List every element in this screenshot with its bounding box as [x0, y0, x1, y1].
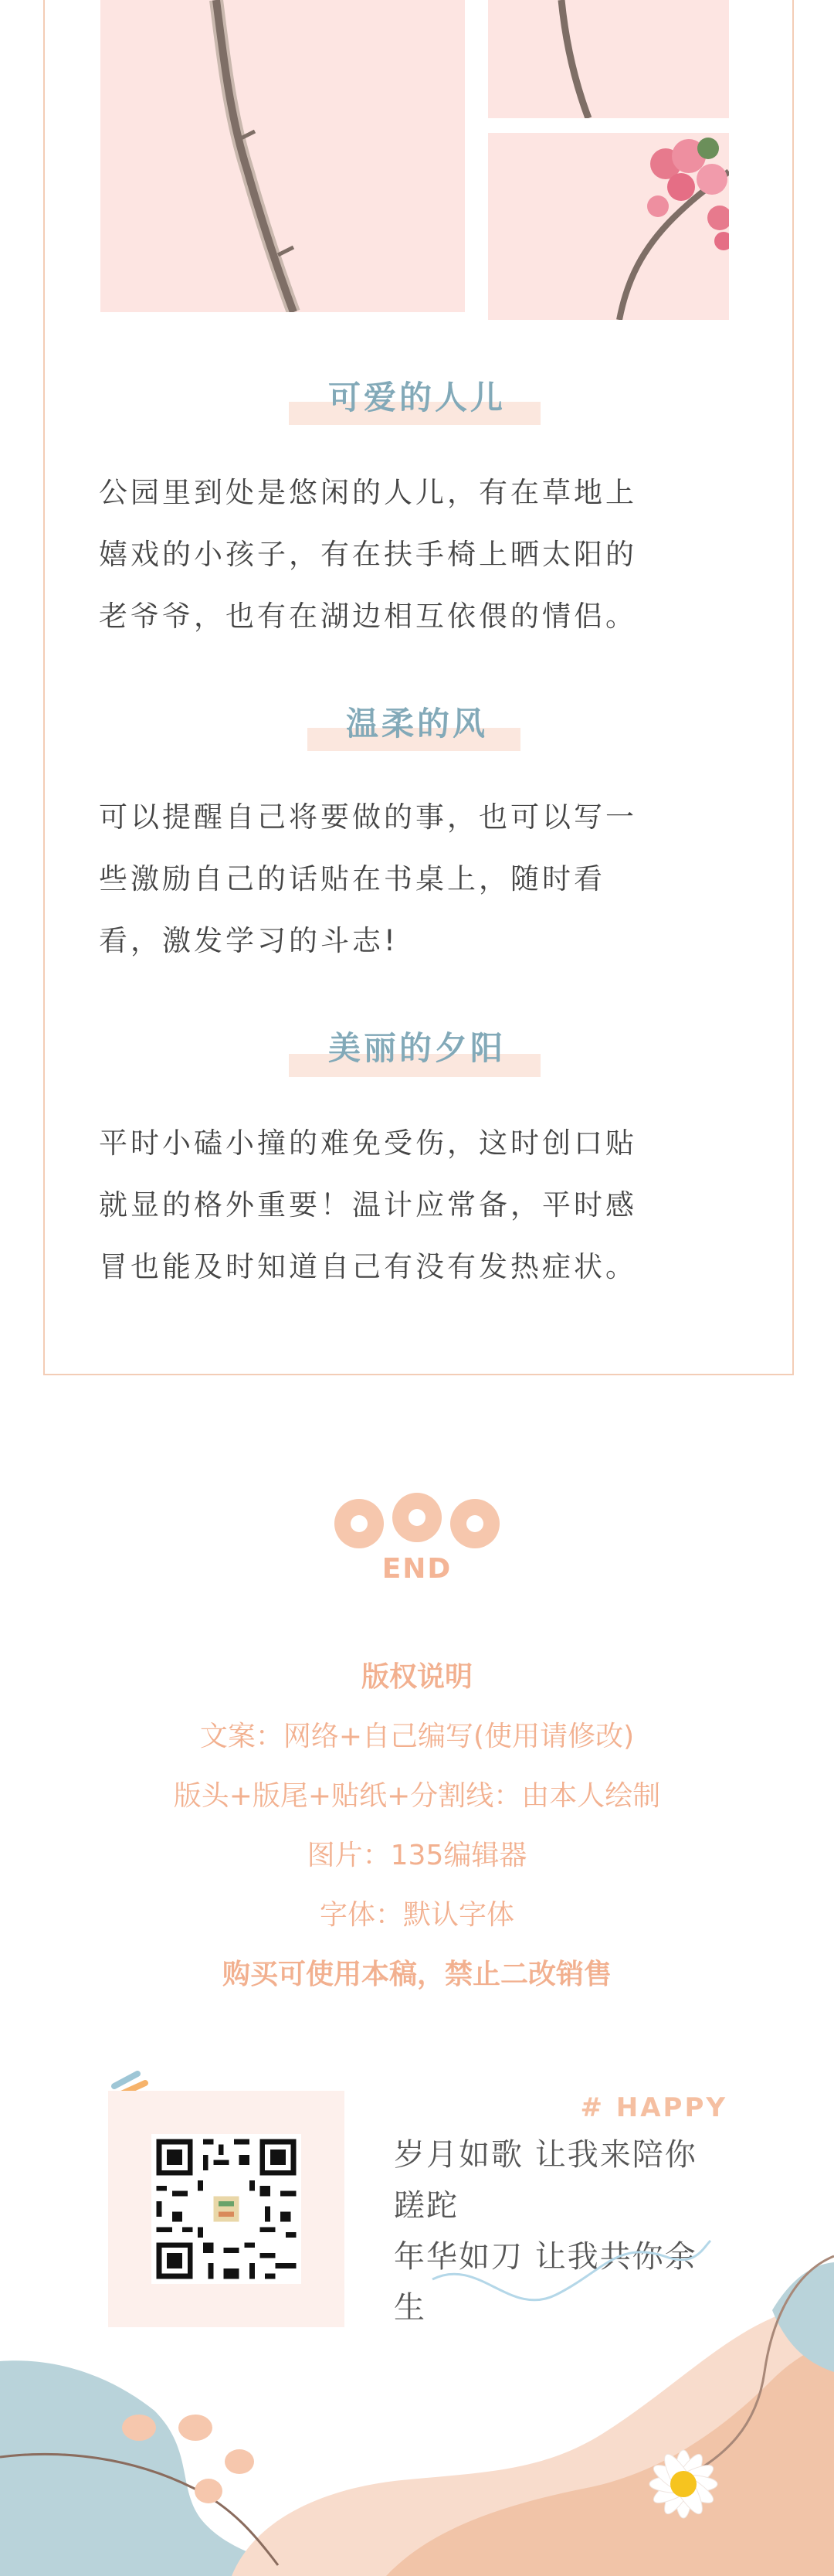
paragraph-line: 可以提醒自己将要做的事，也可以写一: [99, 800, 637, 834]
paragraph-line: 老爷爷，也有在湖边相互依偎的情侣。: [99, 600, 637, 633]
happy-tag: # HAPPY: [580, 2092, 727, 2123]
paragraph-line: 公园里到处是悠闲的人儿，有在草地上: [99, 476, 637, 509]
credit-images: 图片：135编辑器: [307, 1840, 527, 1871]
footer-decoration: [0, 2225, 834, 2576]
credit-copy: 文案：网络+自己编写(使用请修改): [199, 1721, 635, 1752]
paragraph-line: 平时小磕小撞的难免受伤，这时创口贴: [99, 1127, 637, 1160]
paragraph-line: 看，激发学习的斗志!: [99, 924, 398, 957]
poem-line: 蹉跎: [394, 2188, 459, 2224]
poem-line: 岁月如歌 让我来陪你: [394, 2137, 697, 2173]
section-paragraph: [99, 462, 727, 647]
copyright-notes: [0, 1647, 834, 2004]
paragraph-line: 嬉戏的小孩子，有在扶手椅上晒太阳的: [99, 538, 637, 571]
end-label: END: [381, 1553, 453, 1585]
purchase-notice: 购买可使用本稿，禁止二改销售: [222, 1959, 612, 1990]
paragraph-line: 冒也能及时知道自己有没有发热症状。: [99, 1250, 637, 1283]
branch-photo-top-right: [488, 0, 729, 118]
flower-cluster-icon: [332, 1491, 502, 1553]
section-heading: 温柔的风: [345, 705, 488, 743]
section-paragraph: [99, 1113, 727, 1298]
poem-line: 生: [394, 2290, 426, 2326]
paragraph-line: 就显的格外重要！温计应常备，平时感: [99, 1188, 637, 1222]
section-heading: 可爱的人儿: [327, 379, 506, 416]
copyright-title: 版权说明: [361, 1661, 473, 1693]
credit-art: 版头+版尾+贴纸+分割线：由本人绘制: [173, 1780, 661, 1812]
blossom-photo: [488, 133, 729, 320]
paragraph-line: 些激励自己的话贴在书桌上，随时看: [99, 862, 605, 895]
branch-photo-large: [100, 0, 465, 312]
section-heading: 美丽的夕阳: [327, 1029, 506, 1067]
section-paragraph: [99, 787, 727, 972]
poem-line: 年华如刀 让我共你余: [394, 2239, 697, 2275]
credit-font: 字体：默认字体: [319, 1899, 514, 1931]
